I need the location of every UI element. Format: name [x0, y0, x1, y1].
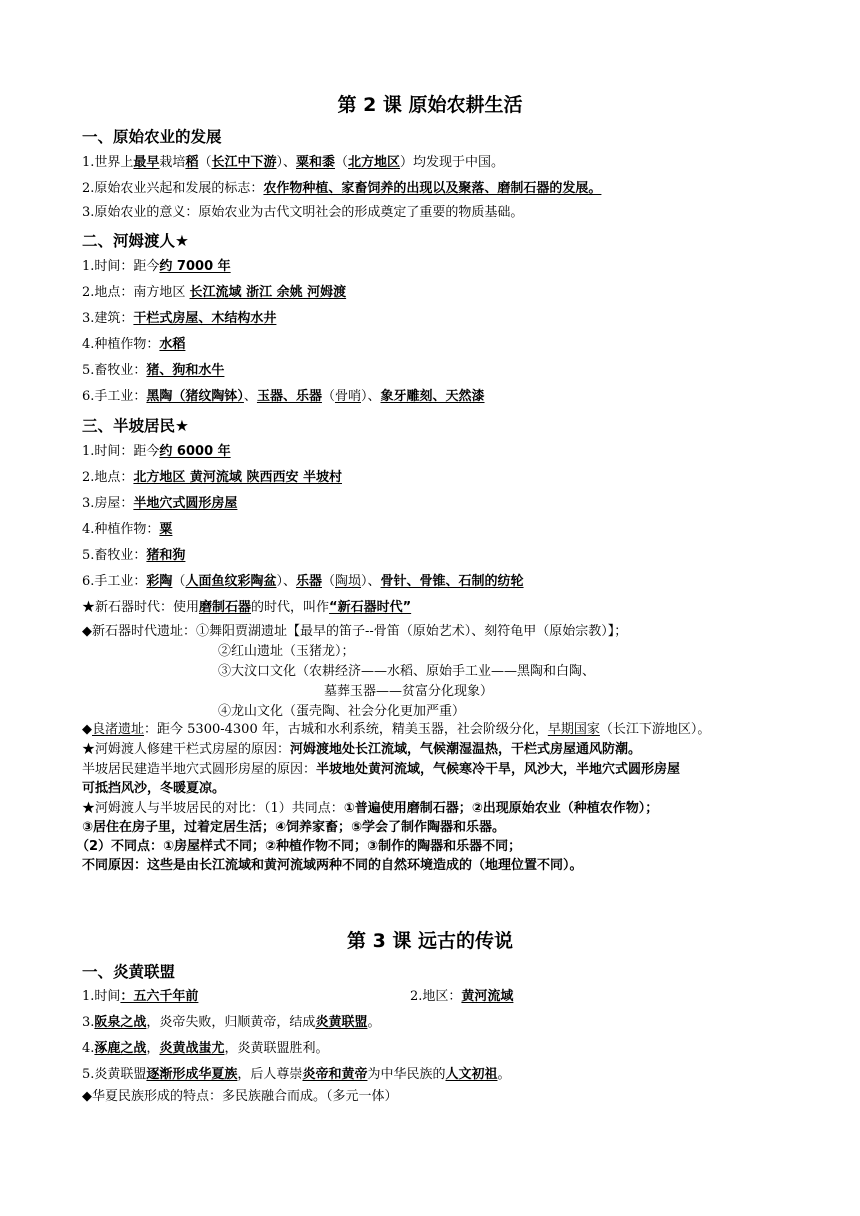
note-line: ③居住在房子里，过着定居生活；④饲养家畜；⑤学会了制作陶器和乐器。	[82, 820, 506, 835]
text-line: 4.涿鹿之战，炎黄战蚩尤，炎黄联盟胜利。	[82, 1041, 329, 1056]
text-line: 4.种植作物：水稻	[82, 337, 186, 352]
text-line: 5.畜牧业：猪和狗	[82, 548, 186, 563]
note-line: ★河姆渡人修建干栏式房屋的原因：河姆渡地处长江流域，气候潮湿温热，干栏式房屋通风防潮。	[82, 742, 642, 757]
note-line: 不同原因：这些是由长江流域和黄河流域两种不同的自然环境造成的（地理位置不同）。	[82, 858, 583, 873]
section-heading-hemudu: 二、河姆渡人★	[82, 232, 189, 250]
note-line: ④龙山文化（蛋壳陶、社会分化更加严重）	[218, 704, 466, 719]
note-line: 可抵挡风沙，冬暖夏凉。	[82, 781, 226, 796]
text-line: 2.地点：南方地区 长江流域 浙江 余姚 河姆渡	[82, 285, 347, 300]
text-line: 1.时间：距今约 6000 年	[82, 444, 231, 459]
lesson-2-title: 第 2 课 原始农耕生活	[337, 94, 523, 116]
section-heading-banpo: 三、半坡居民★	[82, 417, 189, 435]
note-line: 半坡居民建造半地穴式圆形房屋的原因：半坡地处黄河流域，气候寒冷干旱，风沙大，半地穴式圆形房屋	[82, 762, 681, 777]
note-line: ◆新石器时代遗址：①舞阳贾湖遗址【最早的笛子--骨笛（原始艺术）、刻符龟甲（原始宗教）】；	[82, 624, 628, 639]
text-line: 2.地点：北方地区 黄河流域 陕西西安 半坡村	[82, 470, 342, 485]
text-line: 6.手工业：黑陶（猪纹陶钵）、玉器、乐器（骨哨）、象牙雕刻、天然漆	[82, 389, 485, 404]
text-line: 2.原始农业兴起和发展的标志：农作物种植、家畜饲养的出现以及聚落、磨制石器的发展。	[82, 181, 602, 196]
text-line: 2.地区：黄河流域	[410, 989, 514, 1004]
text-line: 5.畜牧业：猪、狗和水牛	[82, 363, 225, 378]
text-line: 1.世界上最早栽培稻（长江中下游）、粟和黍（北方地区）均发现于中国。	[82, 155, 505, 170]
note-line: 墓葬玉器——贫富分化现象）	[324, 684, 494, 699]
section-heading-agriculture: 一、原始农业的发展	[82, 128, 222, 146]
note-line: ②红山遗址（玉猪龙）；	[218, 644, 355, 659]
note-line: ★河姆渡人与半坡居民的对比：（1）共同点：①普遍使用磨制石器；②出现原始农业（种植农作物）；	[82, 801, 659, 816]
text-line: 5.炎黄联盟逐渐形成华夏族，后人尊崇炎帝和黄帝为中华民族的人文初祖。	[82, 1067, 511, 1082]
lesson-3-title: 第 3 课 远古的传说	[346, 930, 514, 952]
note-line: ◆华夏民族形成的特点：多民族融合而成。（多元一体）	[82, 1089, 398, 1104]
note-line: （2）不同点：①房屋样式不同；②种植作物不同；③制作的陶器和乐器不同；	[76, 839, 522, 854]
text-line: 3.阪泉之战，炎帝失败，归顺黄帝，结成炎黄联盟。	[82, 1015, 381, 1030]
section-heading-yanhuang: 一、炎黄联盟	[82, 963, 176, 981]
note-line: ◆良渚遗址：距今 5300-4300 年，古城和水利系统，精美玉器，社会阶级分化，早期国家（长江下游地区）。	[82, 722, 711, 737]
text-line: 6.手工业：彩陶（人面鱼纹彩陶盆）、乐器（陶埙）、骨针、骨锥、石制的纺轮	[82, 574, 524, 589]
text-line: 3.建筑：干栏式房屋、木结构水井	[82, 311, 277, 326]
text-line: 1.时间：五六千年前	[82, 989, 199, 1004]
note-line: ③大汶口文化（农耕经济——水稻、原始手工业——黑陶和白陶、	[218, 664, 596, 679]
text-line: 3.原始农业的意义：原始农业为古代文明社会的形成奠定了重要的物质基础。	[82, 205, 524, 220]
note-line: ★新石器时代：使用磨制石器的时代，叫作“新石器时代”	[82, 600, 412, 615]
text-line: 4.种植作物：粟	[82, 522, 173, 537]
text-line: 3.房屋：半地穴式圆形房屋	[82, 496, 238, 511]
text-line: 1.时间：距今约 7000 年	[82, 259, 231, 274]
